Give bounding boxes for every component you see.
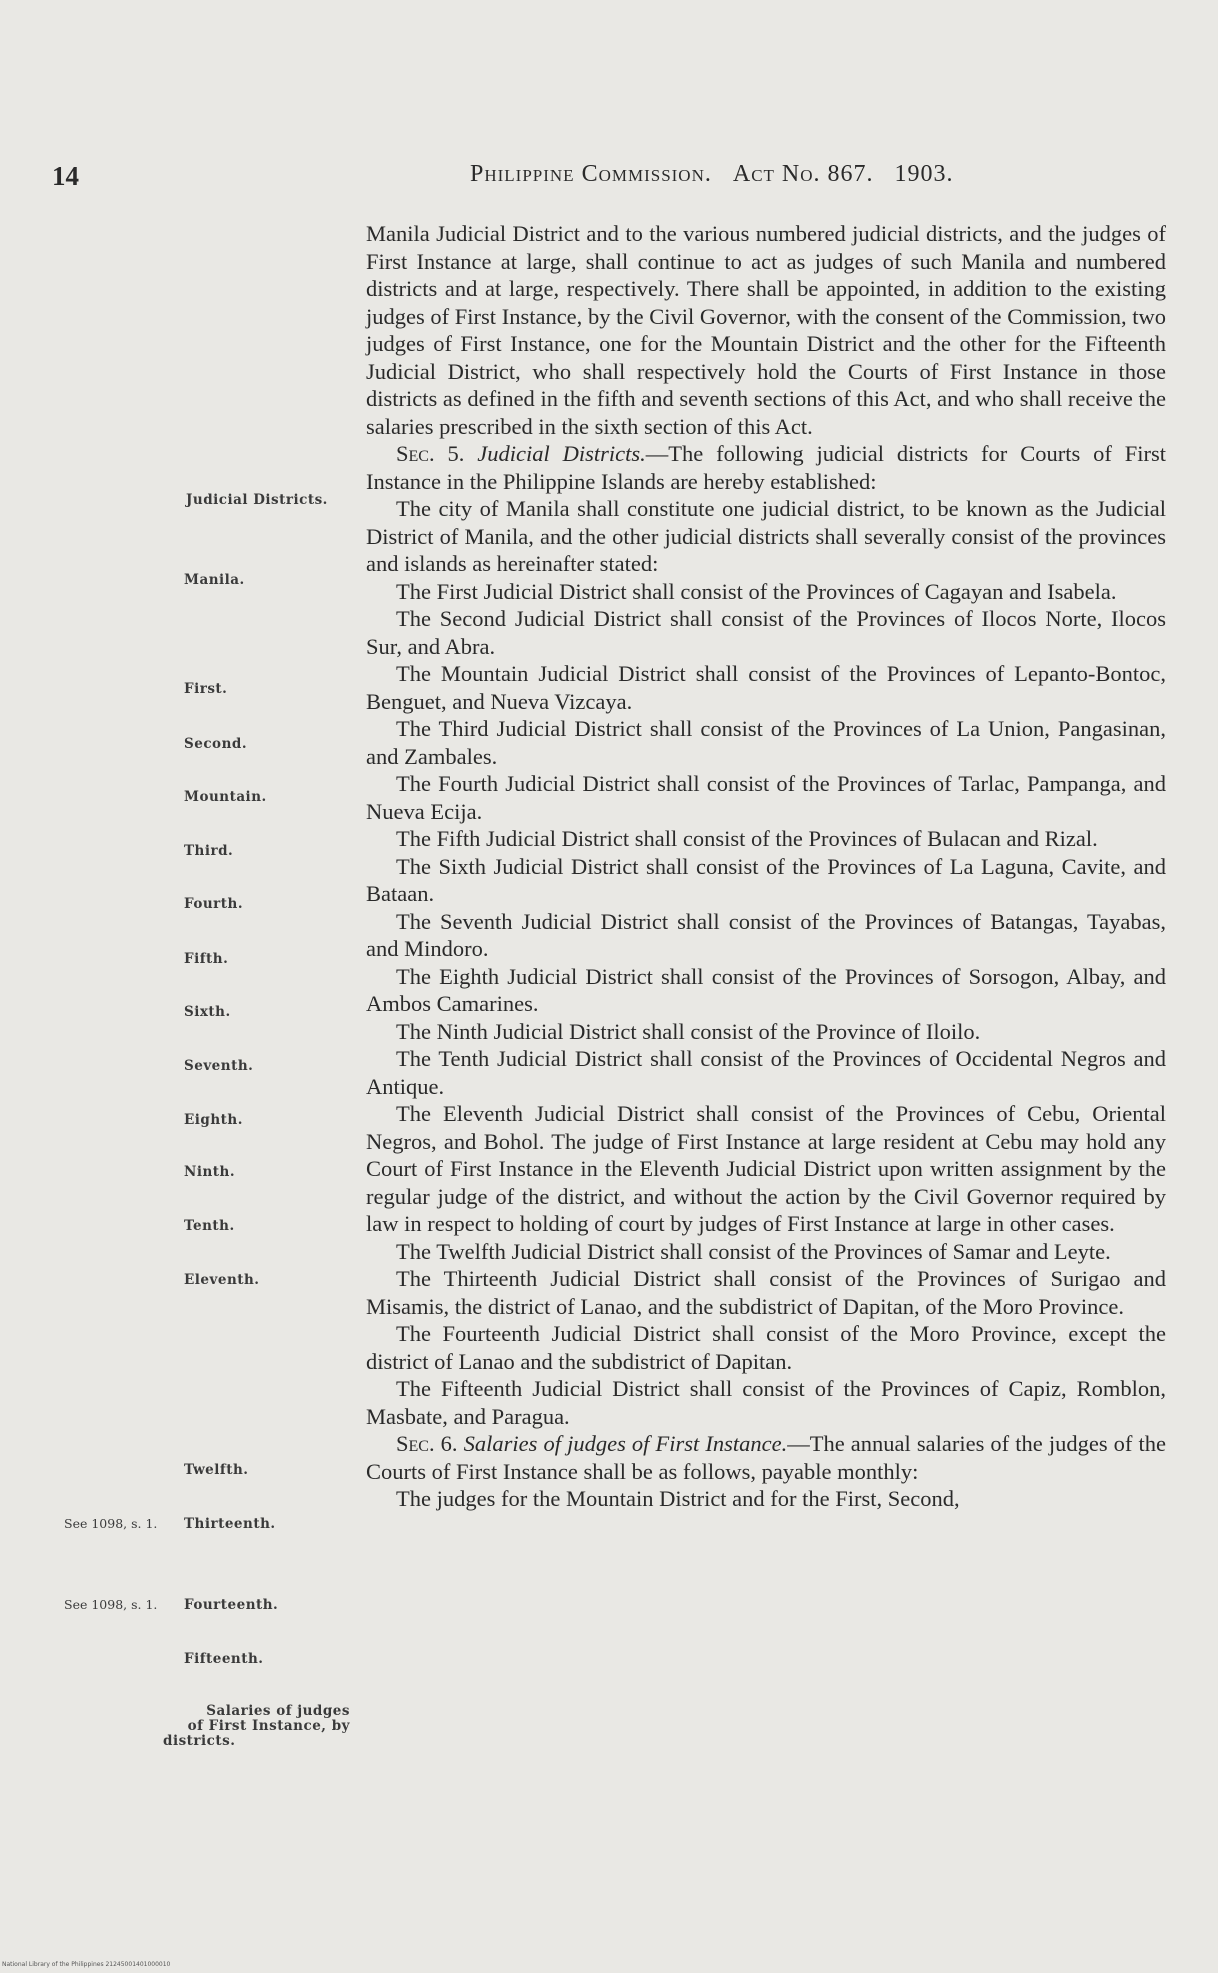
paragraph-sec5 <box>366 440 1166 495</box>
margin-note-manila: Manila. <box>184 572 245 588</box>
running-head-title: Philippine Commission. <box>470 161 712 187</box>
body-text <box>366 220 1166 1513</box>
margin-note-eleventh: Eleventh. <box>184 1272 260 1288</box>
sec5-text: —The following judicial districts for Courts of First Instance in the Philippine Islands are hereby established: <box>366 441 1166 494</box>
margin-note-first: First. <box>184 681 228 697</box>
paragraph-mountain: The Mountain Judicial District shall consist of the Provinces of Lepanto-Bontoc, Benguet, and Nueva Vizcaya. <box>366 661 1166 714</box>
paragraph-fourth: The Fourth Judicial District shall consist of the Provinces of Tarlac, Pampanga, and Nueva Ecija. <box>366 771 1166 824</box>
paragraph-opening: Manila Judicial District and to the various numbered judicial districts, and the judges of First Instance at large, shall continue to act as judges of such Manila and numbered districts and at large, respectively. There shall be appointed, in addition to the existing judges of First Instance, by the Civil Governor, with the consent of the Commission, two judges of First Instance, one for the Mountain District and the other for the Fifteenth Judicial District, who shall respectively hold the Courts of First Instance in those districts as defined in the fifth and seventh sections of this Act, and who shall receive the salaries prescribed in the sixth section of this Act. <box>366 221 1166 439</box>
sec6-label: Sec. 6. <box>396 1431 458 1456</box>
margin-note-eighth: Eighth. <box>184 1112 243 1128</box>
margin-note-salaries <box>135 1704 350 1749</box>
paragraph-twelfth: The Twelfth Judicial District shall consist of the Provinces of Samar and Leyte. <box>396 1238 1111 1264</box>
paragraph-closing: The judges for the Mountain District and for the First, Second, <box>396 1486 960 1511</box>
footer-credit: National Library of the Philippines 21245001401000010 <box>2 1961 171 1968</box>
paragraph-fourteenth: The Fourteenth Judicial District shall consist of the Moro Province, except the district of Lanao and the subdistrict of Dapitan. <box>366 1321 1166 1374</box>
margin-note-seventh: Seventh. <box>184 1058 254 1074</box>
paragraph-second: The Second Judicial District shall consist of the Provinces of Ilocos Norte, Ilocos Sur, and Abra. <box>366 606 1166 659</box>
paragraph-fifth: The Fifth Judicial District shall consist of the Provinces of Bulacan and Rizal. <box>396 826 1098 851</box>
paragraph-tenth: The Tenth Judicial District shall consist of the Provinces of Occidental Negros and Antique. <box>366 1046 1166 1099</box>
sec6-text: —The annual salaries of the judges of the Courts of First Instance shall be as follows, payable monthly: <box>366 1431 1166 1484</box>
sec6-title: Salaries of judges of First Instance. <box>463 1431 788 1456</box>
margin-note-twelfth: Twelfth. <box>184 1462 249 1478</box>
paragraph-thirteenth: The Thirteenth Judicial District shall consist of the Provinces of Surigao and Misamis, the district of Lanao, and the subdistrict of Dapitan, of the Moro Province. <box>366 1266 1166 1319</box>
margin-note-salaries-line1: Salaries of judges <box>206 1703 350 1719</box>
running-head-year: 1903. <box>894 161 954 187</box>
paragraph-sec6 <box>366 1430 1166 1485</box>
margin-note-fifteenth: Fifteenth. <box>184 1651 264 1667</box>
margin-note-fourth: Fourth. <box>184 896 244 912</box>
paragraph-ninth: The Ninth Judicial District shall consist of the Province of Iloilo. <box>396 1018 981 1044</box>
margin-note-fifth: Fifth. <box>184 951 229 967</box>
page-number: 14 <box>52 161 79 191</box>
paragraph-first: The First Judicial District shall consist of the Provinces of Cagayan and Isabela. <box>396 578 1117 604</box>
paragraph-third: The Third Judicial District shall consist of the Provinces of La Union, Pangasinan, and Zambales. <box>366 716 1166 769</box>
margin-note-salaries-line3: districts. <box>163 1733 236 1749</box>
cross-ref-fourteenth: See 1098, s. 1. <box>64 1597 158 1612</box>
margin-note-third: Third. <box>184 843 234 859</box>
margin-note-mountain: Mountain. <box>184 789 267 805</box>
paragraph-eleventh: The Eleventh Judicial District shall consist of the Provinces of Cebu, Oriental Negros, and Bohol. The judge of First Instance at large resident at Cebu may hold any Court of First Instance in the Eleventh Judicial District upon written assignment by the regular judge of the district, and without the action by the Civil Governor required by law in respect to holding of court by judges of First Instance at large in other cases. <box>366 1101 1166 1236</box>
margin-note-sixth: Sixth. <box>184 1004 231 1020</box>
sec5-title: Judicial Districts. <box>477 441 646 466</box>
paragraph-eighth: The Eighth Judicial District shall consist of the Provinces of Sorsogon, Albay, and Ambos Camarines. <box>366 963 1166 1016</box>
cross-ref-thirteenth: See 1098, s. 1. <box>64 1516 158 1531</box>
paragraph-seventh: The Seventh Judicial District shall consist of the Provinces of Batangas, Tayabas, and Mindoro. <box>366 908 1166 961</box>
paragraph-fifteenth: The Fifteenth Judicial District shall consist of the Provinces of Capiz, Romblon, Masbate, and Paragua. <box>366 1376 1166 1429</box>
paragraph-sixth: The Sixth Judicial District shall consist of the Provinces of La Laguna, Cavite, and Bataan. <box>366 853 1166 906</box>
margin-note-thirteenth: Thirteenth. <box>184 1516 276 1532</box>
margin-note-salaries-line2: of First Instance, by <box>187 1718 350 1734</box>
margin-note-tenth: Tenth. <box>184 1218 235 1234</box>
running-head-act: Act No. 867. <box>732 161 874 187</box>
margin-note-second: Second. <box>184 736 248 752</box>
paragraph-manila: The city of Manila shall constitute one judicial district, to be known as the Judicial District of Manila, and the other judicial districts shall severally consist of the provinces and islands as hereinafter stated: <box>366 496 1166 576</box>
margin-note-ninth: Ninth. <box>184 1164 236 1180</box>
sec5-label: Sec. 5. <box>396 441 465 466</box>
running-head <box>470 161 954 188</box>
margin-note-fourteenth: Fourteenth. <box>184 1597 279 1613</box>
margin-note-judicial-districts: Judicial Districts. <box>186 492 328 508</box>
